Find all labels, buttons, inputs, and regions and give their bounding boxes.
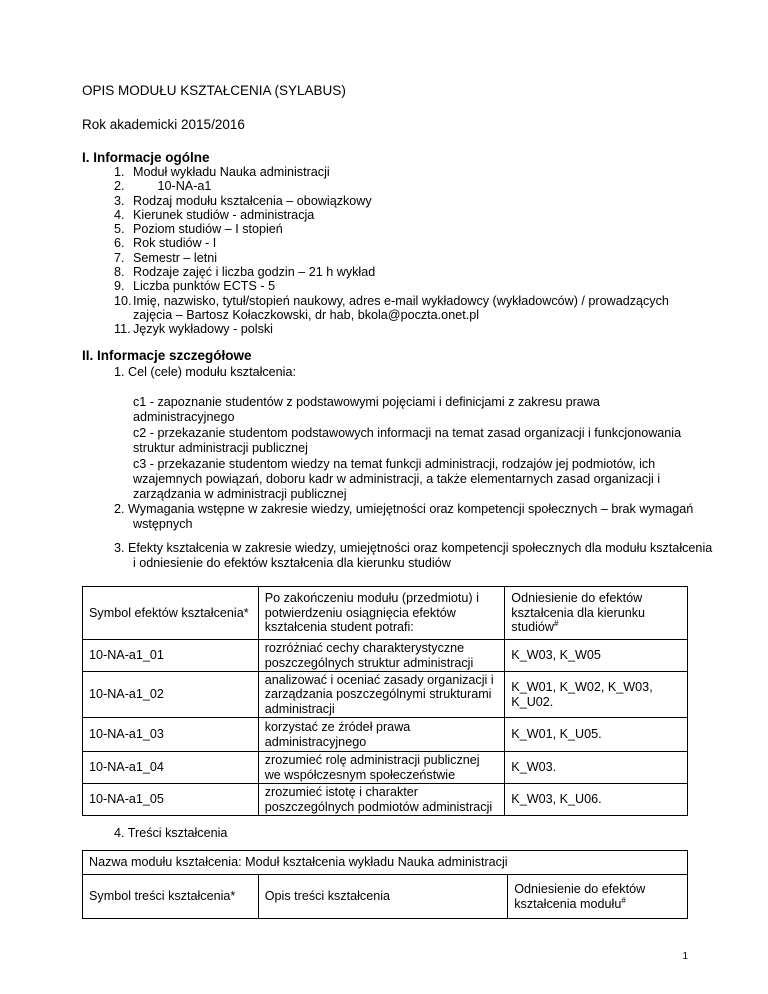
info-item: 8. Rodzaje zajęć i liczba godzin – 21 h wykład [114, 265, 376, 280]
info-item: 9. Liczba punktów ECTS - 5 [114, 279, 276, 294]
goal-c2: c2 - przekazanie studentom podstawowych informacji na temat zasad organizacji i funkcjonowania struktur administracji publicznej [133, 425, 682, 456]
goal-c1: c1 - zapoznanie studentów z podstawowymi pojęciami i definicjami z zakresu prawa administracyjnego [133, 395, 600, 425]
academic-year: Rok akademicki 2015/2016 [82, 117, 245, 132]
header-reference: Odniesienie do efektów kształcenia dla kierunku studiów# [505, 587, 688, 640]
section-2-heading: II. Informacje szczegółowe [82, 348, 252, 363]
table-row: 10-NA-a1_05 zrozumieć istotę i charakter poszczególnych podmiotów administracji K_W03, K_U06. [83, 784, 688, 816]
effects-item: 3. Efekty kształcenia w zakresie wiedzy, umiejętności oraz kompetencji społecznych dla modułu kształcenia i odniesienie do efektów kształcenia dla kierunku studiów [114, 541, 713, 571]
table-row: 10-NA-a1_04 zrozumieć rolę administracji publicznej we współczesnym społeczeństwie K_W03. [83, 752, 688, 784]
document-title: OPIS MODUŁU KSZTAŁCENIA (SYLABUS) [82, 83, 346, 98]
info-item: 4. Kierunek studiów - administracja [114, 207, 315, 222]
header-content-description: Opis treści kształcenia [258, 875, 508, 919]
goal-c3: c3 - przekazanie studentom wiedzy na temat funkcji administracji, rodzajów jej podmiotów, ich wzajemnych powiązań, doboru kadr w administracji, a także elementarnych zasad organizacji i zarządzania w administracji publicznej [133, 456, 661, 502]
course-content-table [82, 850, 688, 919]
table-header-row [83, 875, 688, 919]
info-item: 11. Język wykładowy - polski [114, 322, 273, 337]
info-item: 1. Moduł wykładu Nauka administracji [114, 165, 330, 179]
table-row: 10-NA-a1_01 rozróżniać cechy charakterystyczne poszczególnych struktur administracji K_W03, K_W05 [83, 640, 688, 672]
info-item: 3. Rodzaj modułu kształcenia – obowiązkowy [114, 193, 372, 208]
section-1-heading: I. Informacje ogólne [82, 150, 210, 165]
requirements-item: 2. Wymagania wstępne w zakresie wiedzy, umiejętności oraz kompetencji społecznych – brak wymagań wstępnych [114, 502, 694, 532]
content-title-row [83, 851, 688, 875]
learning-effects-table [82, 586, 688, 816]
page-number: 1 [682, 951, 688, 962]
content-table-title: Nazwa modułu kształcenia: Moduł kształcenia wykładu Nauka administracji [83, 851, 688, 875]
info-item: 2. 10-NA-a1 [114, 179, 212, 194]
header-symbol: Symbol efektów kształcenia* [83, 587, 259, 640]
info-item: 7. Semestr – letni [114, 250, 217, 265]
header-content-reference: Odniesienie do efektów kształcenia modułu# [508, 875, 688, 919]
goals-block [133, 395, 688, 503]
header-description: Po zakończeniu modułu (przedmiotu) i potwierdzeniu osiągnięcia efektów kształcenia student potrafi: [258, 587, 505, 640]
table-row: 10-NA-a1_03 korzystać ze źródeł prawa administracyjnego K_W01, K_U05. [83, 718, 688, 752]
goals-label: 1. Cel (cele) modułu kształcenia: [114, 365, 296, 379]
table-row: 10-NA-a1_02 analizować i oceniać zasady organizacji i zarządzania poszczególnymi strukturami administracji K_W01, K_W02, K_W03, K_U02. [83, 672, 688, 718]
table-header-row [83, 587, 688, 640]
info-item: 10. Imię, nazwisko, tytuł/stopień naukowy, adres e-mail wykładowcy (wykładowców) / prowadzących zajęcia – Bartosz Kołaczkowski, dr hab, bkola@poczta.onet.pl [114, 293, 669, 322]
info-item: 6. Rok studiów - I [114, 236, 217, 251]
info-item: 5. Poziom studiów – I stopień [114, 222, 283, 237]
general-info-list [114, 165, 674, 337]
header-content-symbol: Symbol treści kształcenia* [83, 875, 259, 919]
content-item: 4. Treści kształcenia [114, 826, 228, 840]
